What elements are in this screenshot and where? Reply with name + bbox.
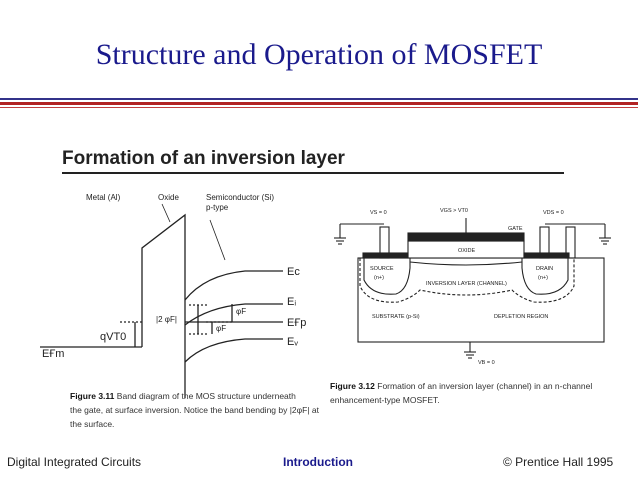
label-inversion: INVERSION LAYER (CHANNEL)	[426, 281, 507, 287]
label-efp: EҒp	[287, 317, 307, 329]
caption-fig312	[330, 379, 630, 407]
caption-fig311-l1: Band diagram of the MOS structure underneath	[116, 391, 296, 401]
label-qvt0: qVT0	[100, 331, 127, 343]
label-vgs: VGS > VT0	[440, 208, 468, 214]
mosfet-cross-section	[334, 218, 611, 358]
drain-contact	[524, 253, 569, 258]
label-ec: Eс	[287, 266, 300, 278]
oxide-barrier	[142, 215, 185, 398]
label-vb: VB = 0	[478, 360, 495, 366]
label-ptype: p-type	[206, 203, 229, 212]
label-substrate: SUBSTRATE (p-Si)	[372, 314, 420, 320]
label-two-phif: |2 φF|	[156, 315, 177, 324]
label-phif-a: φF	[236, 307, 247, 316]
slide-title: Structure and Operation of MOSFET	[95, 38, 543, 71]
caption-fig312-num: Figure 3.12	[330, 381, 375, 391]
caption-fig311-l3: the surface.	[70, 419, 115, 429]
label-oxide-right: OXIDE	[458, 248, 476, 254]
caption-fig312-l2: enhancement-type MOSFET.	[330, 395, 440, 405]
label-vds: VDS = 0	[543, 210, 564, 216]
caption-fig312-l1: Formation of an inversion layer (channel) in an n-channel	[377, 381, 593, 391]
caption-fig311	[70, 389, 332, 431]
gate-electrode	[408, 233, 524, 241]
label-ev: Eᵥ	[287, 336, 298, 348]
label-depletion: DEPLETION REGION	[494, 314, 549, 320]
label-vs: VS = 0	[370, 210, 387, 216]
channel-line	[410, 262, 522, 265]
substrate-box	[358, 258, 604, 342]
caption-fig311-num: Figure 3.11	[70, 391, 115, 401]
label-efm: EҒm	[42, 348, 65, 360]
label-gate: GATE	[508, 226, 523, 232]
label-drain: DRAIN	[536, 266, 554, 272]
footer-course: Digital Integrated Circuits	[7, 455, 142, 469]
figure-heading: Formation of an inversion layer	[62, 148, 345, 169]
caption-fig311-l2: the gate, at surface inversion. Notice the band bending by |2φF| at	[70, 405, 320, 415]
ev-band	[185, 339, 283, 362]
source-contact	[363, 253, 408, 258]
label-phif-b: φF	[216, 324, 227, 333]
footer-section: Introduction	[283, 455, 353, 469]
label-oxide: Oxide	[158, 193, 179, 202]
label-ei: Eᵢ	[287, 296, 297, 308]
source-well	[364, 258, 410, 294]
label-drain-type: (n+)	[538, 275, 548, 281]
label-source-type: (n+)	[374, 275, 384, 281]
label-source: SOURCE	[370, 266, 394, 272]
footer-copyright: © Prentice Hall 1995	[503, 455, 614, 469]
label-semiconductor: Semiconductor (Si)	[206, 193, 275, 202]
ec-band	[185, 271, 283, 300]
label-metal: Metal (Al)	[86, 193, 121, 202]
